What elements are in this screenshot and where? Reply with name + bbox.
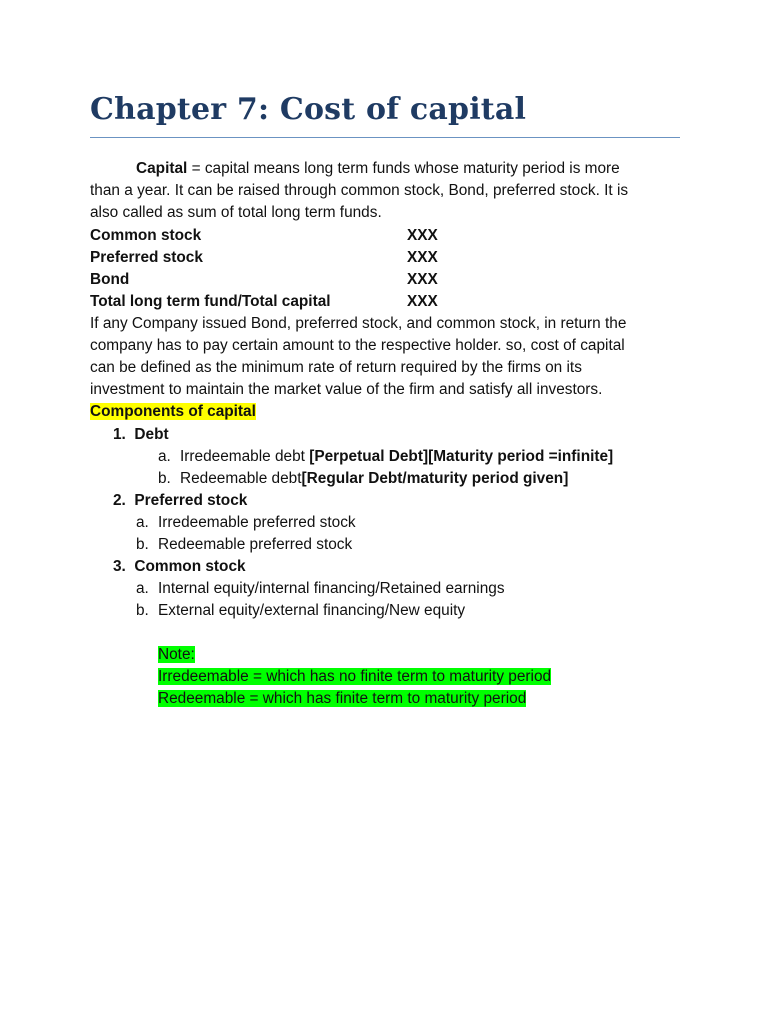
component-debt: 1. Debt xyxy=(113,426,169,443)
intro-line-1 xyxy=(136,158,620,180)
component-name: Preferred stock xyxy=(134,492,248,509)
capital-term: Capital xyxy=(136,160,188,177)
table-row-label: Total long term fund/Total capital xyxy=(90,293,331,310)
list-item: b. External equity/external financing/New equity xyxy=(136,602,466,619)
definition-line-3: can be defined as the minimum rate of return required by the firms on its xyxy=(90,359,582,376)
table-row-label: Preferred stock xyxy=(90,249,203,266)
table-row-value: XXX xyxy=(407,227,438,244)
note-line-2: Redeemable = which has finite term to maturity period xyxy=(158,690,527,707)
chapter-title: Chapter 7: Cost of capital xyxy=(90,92,527,127)
list-item: a. Irredeemable debt [Perpetual Debt][Maturity period =infinite] xyxy=(158,448,614,465)
table-row-label: Common stock xyxy=(90,227,202,244)
table-row-value: XXX xyxy=(407,293,438,310)
definition-line-2: company has to pay certain amount to the respective holder. so, cost of capital xyxy=(90,337,625,354)
note-heading: Note: xyxy=(158,646,195,663)
component-name: Common stock xyxy=(134,558,246,575)
intro-line-1-text: = capital means long term funds whose maturity period is more xyxy=(187,160,620,177)
table-row-value: XXX xyxy=(407,249,438,266)
component-common-stock: 3. Common stock xyxy=(113,558,246,575)
table-row-label: Bond xyxy=(90,271,130,288)
list-item: a. Irredeemable preferred stock xyxy=(136,514,356,531)
intro-line-3: also called as sum of total long term funds. xyxy=(90,204,382,221)
list-item: b. Redeemable preferred stock xyxy=(136,536,353,553)
definition-line-1: If any Company issued Bond, preferred stock, and common stock, in return the xyxy=(90,315,627,332)
intro-line-2: than a year. It can be raised through common stock, Bond, preferred stock. It is xyxy=(90,182,629,199)
component-name: Debt xyxy=(134,426,169,443)
components-heading-line xyxy=(90,401,256,423)
list-item: a. Internal equity/internal financing/Retained earnings xyxy=(136,580,505,597)
components-heading: Components of capital xyxy=(90,403,256,420)
note-line-1: Irredeemable = which has no finite term to maturity period xyxy=(158,668,552,685)
title-underline xyxy=(90,137,680,138)
list-item: b. Redeemable debt[Regular Debt/maturity period given] xyxy=(158,470,569,487)
component-preferred-stock: 2. Preferred stock xyxy=(113,492,248,509)
definition-line-4: investment to maintain the market value of the firm and satisfy all investors. xyxy=(90,381,603,398)
table-row-value: XXX xyxy=(407,271,438,288)
